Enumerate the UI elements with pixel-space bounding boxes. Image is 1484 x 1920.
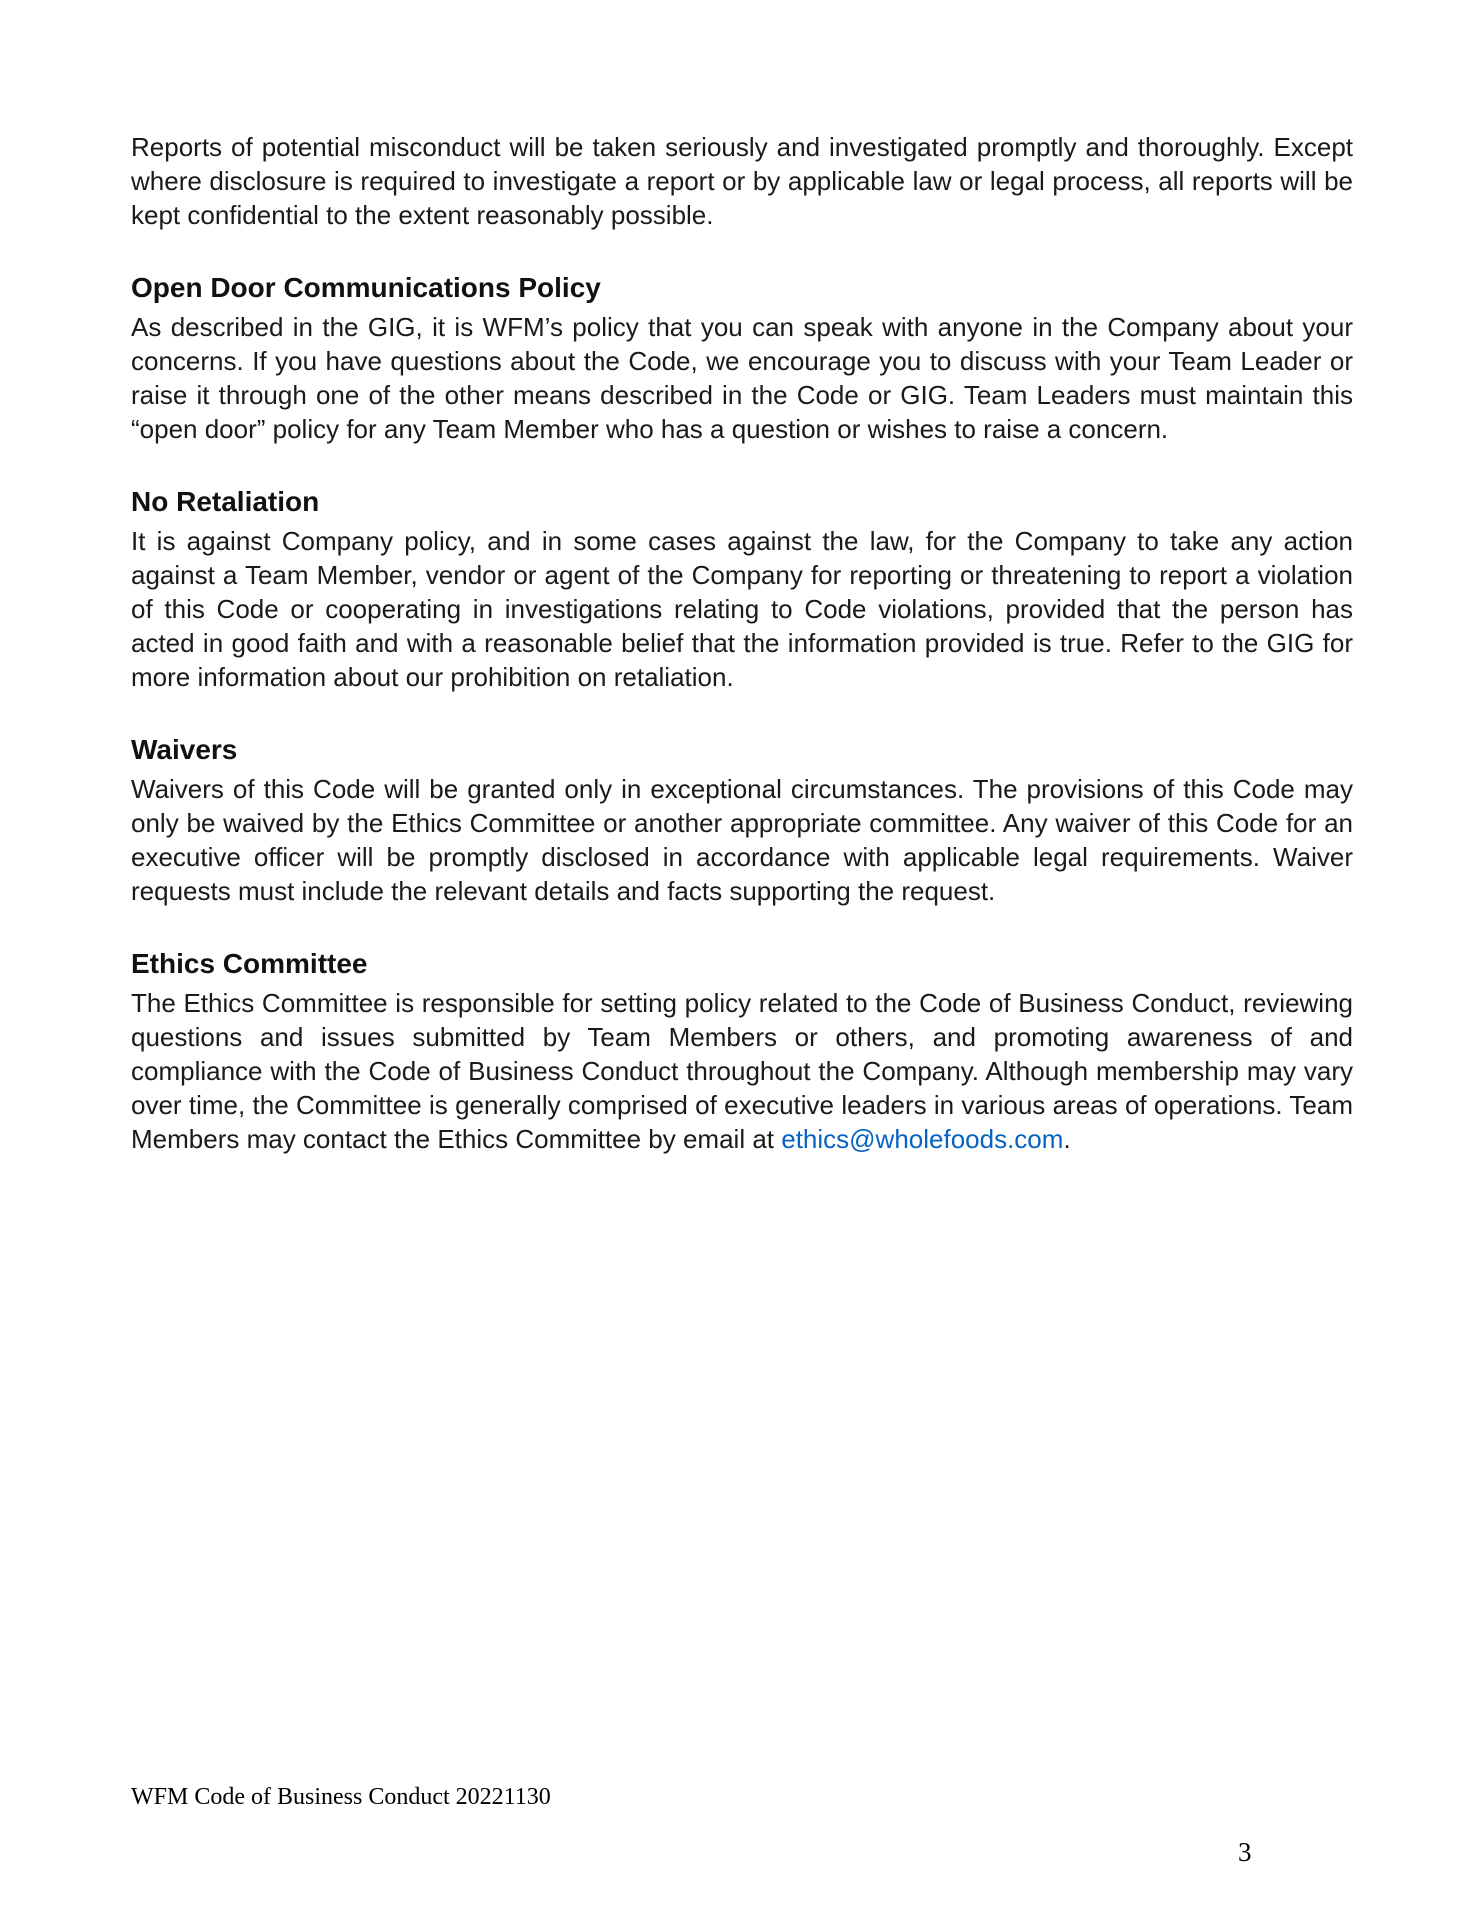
section-body-waivers: Waivers of this Code will be granted only in exceptional circumstances. The provisions of this Code may only be waived by the Ethics Committee or another appropriate committee. Any waiver of this Code for an executive officer will be promptly disclosed in accordance with applicable legal requirements. Waiver requests must include the relevant details and facts supporting the request.	[131, 774, 1353, 906]
section-heading-open-door-communications-policy: Open Door Communications Policy	[131, 272, 601, 303]
section-heading-ethics-committee: Ethics Committee	[131, 948, 368, 979]
intro-paragraph: Reports of potential misconduct will be taken seriously and investigated promptly and thoroughly. Except where disclosure is required to investigate a report or by applicable law or legal process, all reports will be kept confidential to the extent reasonably possible.	[131, 132, 1353, 230]
section-no-retaliation	[131, 484, 1353, 694]
section-heading-waivers: Waivers	[131, 734, 238, 765]
section-waivers	[131, 732, 1353, 908]
ethics-committee-body-after-link: .	[1063, 1124, 1071, 1154]
footer-document-id: WFM Code of Business Conduct 20221130	[131, 1784, 551, 1810]
ethics-email-link[interactable]: ethics@wholefoods.com	[781, 1124, 1064, 1154]
section-body-no-retaliation: It is against Company policy, and in some cases against the law, for the Company to take any action against a Team Member, vendor or agent of the Company for reporting or threatening to report a violation of this Code or cooperating in investigations relating to Code violations, provided that the person has acted in good faith and with a reasonable belief that the information provided is true. Refer to the GIG for more information about our prohibition on retaliation.	[131, 526, 1353, 692]
section-ethics-committee	[131, 946, 1353, 1156]
section-body-open-door-communications-policy: As described in the GIG, it is WFM’s policy that you can speak with anyone in the Company about your concerns. If you have questions about the Code, we encourage you to discuss with your Team Leader or raise it through one of the other means described in the Code or GIG. Team Leaders must maintain this “open door” policy for any Team Member who has a question or wishes to raise a concern.	[131, 312, 1353, 444]
ethics-committee-body-text: The Ethics Committee is responsible for setting policy related to the Code of Business Conduct, reviewing questions and issues submitted by Team Members or others, and promoting awareness of and compliance with the Code of Business Conduct throughout the Company. Although membership may vary over time, the Committee is generally comprised of executive leaders in various areas of operations. Team Members may contact the Ethics Committee by email at	[131, 988, 1353, 1154]
section-open-door-communications-policy	[131, 270, 1353, 446]
section-body-ethics-committee	[131, 986, 1353, 1156]
page-number: 3	[1238, 1837, 1252, 1867]
section-heading-no-retaliation: No Retaliation	[131, 486, 320, 517]
document-content	[131, 130, 1353, 1156]
